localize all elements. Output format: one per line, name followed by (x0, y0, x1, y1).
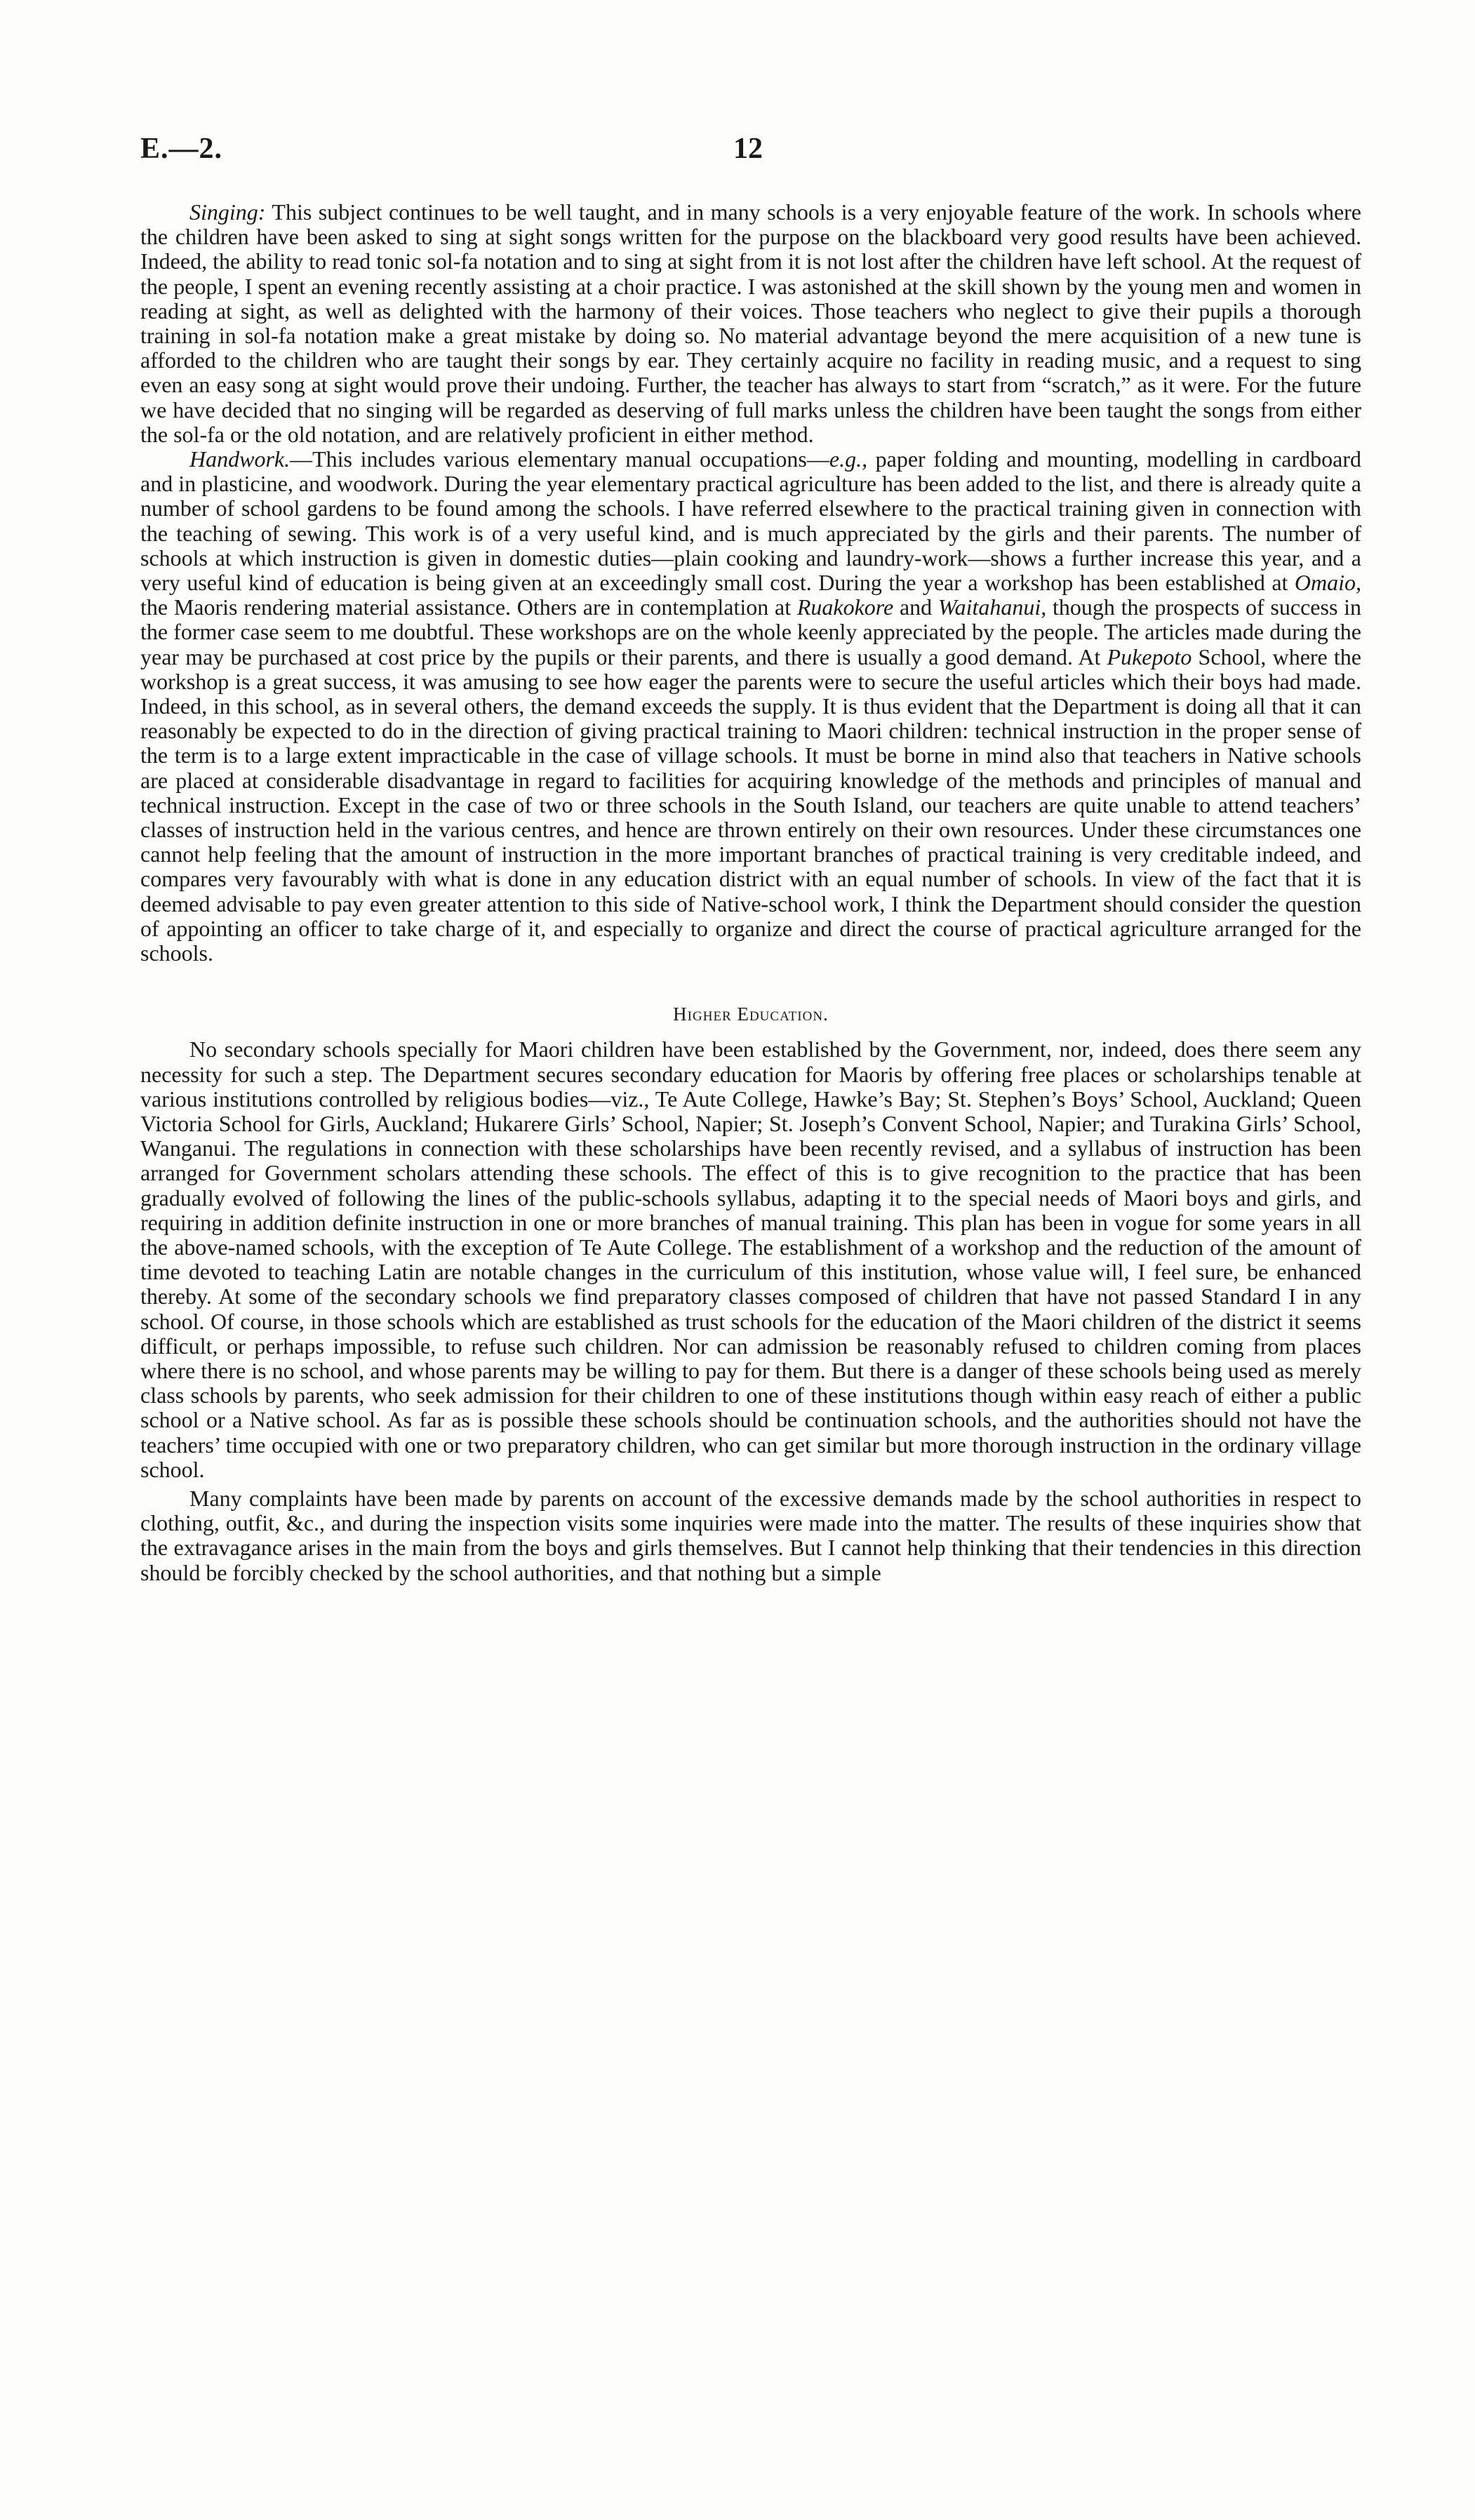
place-omaio: Omaio, (1294, 570, 1361, 596)
page-header (140, 132, 1361, 174)
handwork-label: Handwork. (189, 446, 291, 472)
handwork-text-2: paper folding and mounting, modelling in cardboard and in plasticine, and woodwork. During the year elementary practical agriculture has been added to the list, and there is already quite a number of school gardens to be found among the schools. I have referred elsewhere to the practical training given in connection with the teaching of sewing. This work is of a very useful kind, and is much appreciated by the girls and their parents. The number of schools at which instruction is given in domestic duties—plain cooking and laundry-work—shows a further increase this year, and a very useful kind of education is being given at an exceedingly small cost. During the year a workshop has been established at (140, 446, 1362, 596)
higher-education-paragraph-1: No secondary schools specially for Maori children have been established by the Government, nor, indeed, does there seem any necessity for such a step. The Department secures secondary education for Maoris by offering free places or scholarships tenable at various institutions controlled by religious bodies—viz., Te Aute College, Hawke’s Bay; St. Stephen’s Boys’ School, Auckland; Queen Victoria School for Girls, Auckland; Hukarere Girls’ School, Napier; St. Joseph’s Convent School, Napier; and Turakina Girls’ School, Wanganui. The regulations in connection with these scholarships have been recently revised, and a syllabus of instruction has been arranged for Government scholars attending these schools. The effect of this is to give recognition to the practice that has been gradually evolved of following the lines of the public-schools syllabus, adapting it to the special needs of Maori boys and girls, and requiring in addition definite instruction in one or more branches of manual training. This plan has been in vogue for some years in all the above-named schools, with the exception of Te Aute College. The establishment of a workshop and the reduction of the amount of time devoted to teaching Latin are notable changes in the curriculum of this institution, whose value will, I feel sure, be enhanced thereby. At some of the secondary schools we find preparatory classes composed of children that have not passed Standard I in any school. Of course, in those schools which are established as trust schools for the education of the Maori children of the district it seems difficult, or perhaps impossible, to refuse such children. Nor can admission be reasonably refused to children coming from places where there is no school, and whose parents may be willing to pay for them. But there is a danger of these schools being used as merely class schools by parents, who seek admission for their children to one of these institutions though within easy reach of either a public school or a Native school. As far as is possible these schools should be continuation schools, and the authorities should not have the teachers’ time occupied with one or two preparatory children, who can get similar but more thorough instruction in the ordinary village school. (140, 1036, 1361, 1482)
handwork-eg: e.g., (829, 446, 868, 472)
place-ruakokore: Ruakokore (796, 594, 894, 620)
document-reference: E.—2. (140, 133, 223, 165)
singing-text: This subject continues to be well taught, and in many schools is a very enjoyable feature of the work. In schools where the children have been asked to sing at sight songs written for the purpose on the blackboard very good results have been achieved. Indeed, the ability to read tonic sol-fa notation and to sing at sight from it is not lost after the children have left school. At the request of the people, I spent an evening recently assisting at a choir practice. I was astonished at the skill shown by the young men and women in reading at sight, as well as delighted with the harmony of their voices. Those teachers who neglect to give their pupils a thorough training in sol-fa notation make a great mistake by doing so. No material advantage beyond the mere acquisition of a new tune is afforded to the children who are taught their songs by ear. They certainly acquire no facility in reading music, and a request to sing even an easy song at sight would prove their undoing. Further, the teacher has always to start from “scratch,” as it were. For the future we have decided that no singing will be regarded as deserving of full marks unless the children have been taught the songs from either the sol-fa or the old notation, and are relatively proficient in either method. (140, 199, 1362, 447)
handwork-text-3: the Maoris rendering material assistance. Others are in contemplation at (140, 594, 797, 620)
higher-education-paragraph-2: Many complaints have been made by parents on account of the excessive demands made by the school authorities in respect to clothing, outfit, &c., and during the inspection visits some inquiries were made into the matter. The results of these inquiries show that the extravagance arises in the main from the boys and girls themselves. But I cannot help thinking that their tendencies in this direction should be forcibly checked by the school authorities, and that nothing but a simple (140, 1485, 1361, 1585)
handwork-text-4: and (893, 594, 938, 620)
handwork-text-1: —This includes various elementary manual occupations— (290, 446, 829, 472)
page-number: 12 (733, 133, 763, 165)
singing-paragraph (140, 200, 1361, 447)
handwork-paragraph (140, 447, 1361, 966)
handwork-text-5: though the prospects of success in the former case seem to me doubtful. These workshops are on the whole keenly appreciated by the people. The articles made during the year may be purchased at cost price by the pupils or their parents, and there is usually a good demand. At (140, 594, 1362, 669)
place-pukepoto: Pukepoto (1107, 644, 1192, 669)
body-text (140, 200, 1361, 1585)
place-waitahanui: Waitahanui, (937, 594, 1047, 620)
singing-label: Singing: (189, 199, 266, 225)
handwork-text-6: School, where the workshop is a great success, it was amusing to see how eager the parents were to secure the useful articles which their boys had made. Indeed, in this school, as in several others, the demand exceeds the supply. It is thus evident that the Department is doing all that it can reasonably be expected to do in the direction of giving practical training to Maori children: technical instruction in the proper sense of the term is to a large extent impracticable in the case of village schools. It must be borne in mind also that teachers in Native schools are placed at considerable disadvantage in regard to facilities for acquiring knowledge of the methods and principles of manual and technical instruction. Except in the case of two or three schools in the South Island, our teachers are quite unable to attend teachers’ classes of instruction held in the various centres, and hence are thrown entirely on their own resources. Under these circumstances one cannot help feeling that the amount of instruction in the more important branches of practical training is very creditable indeed, and compares very favourably with what is done in any education district with an equal number of schools. In view of the fact that it is deemed advisable to pay even greater attention to this side of Native-school work, I think the Department should consider the question of appointing an officer to take charge of it, and especially to organize and direct the course of practical agriculture arranged for the schools. (140, 644, 1362, 966)
section-heading-higher-education: Higher Education. (673, 1004, 829, 1025)
